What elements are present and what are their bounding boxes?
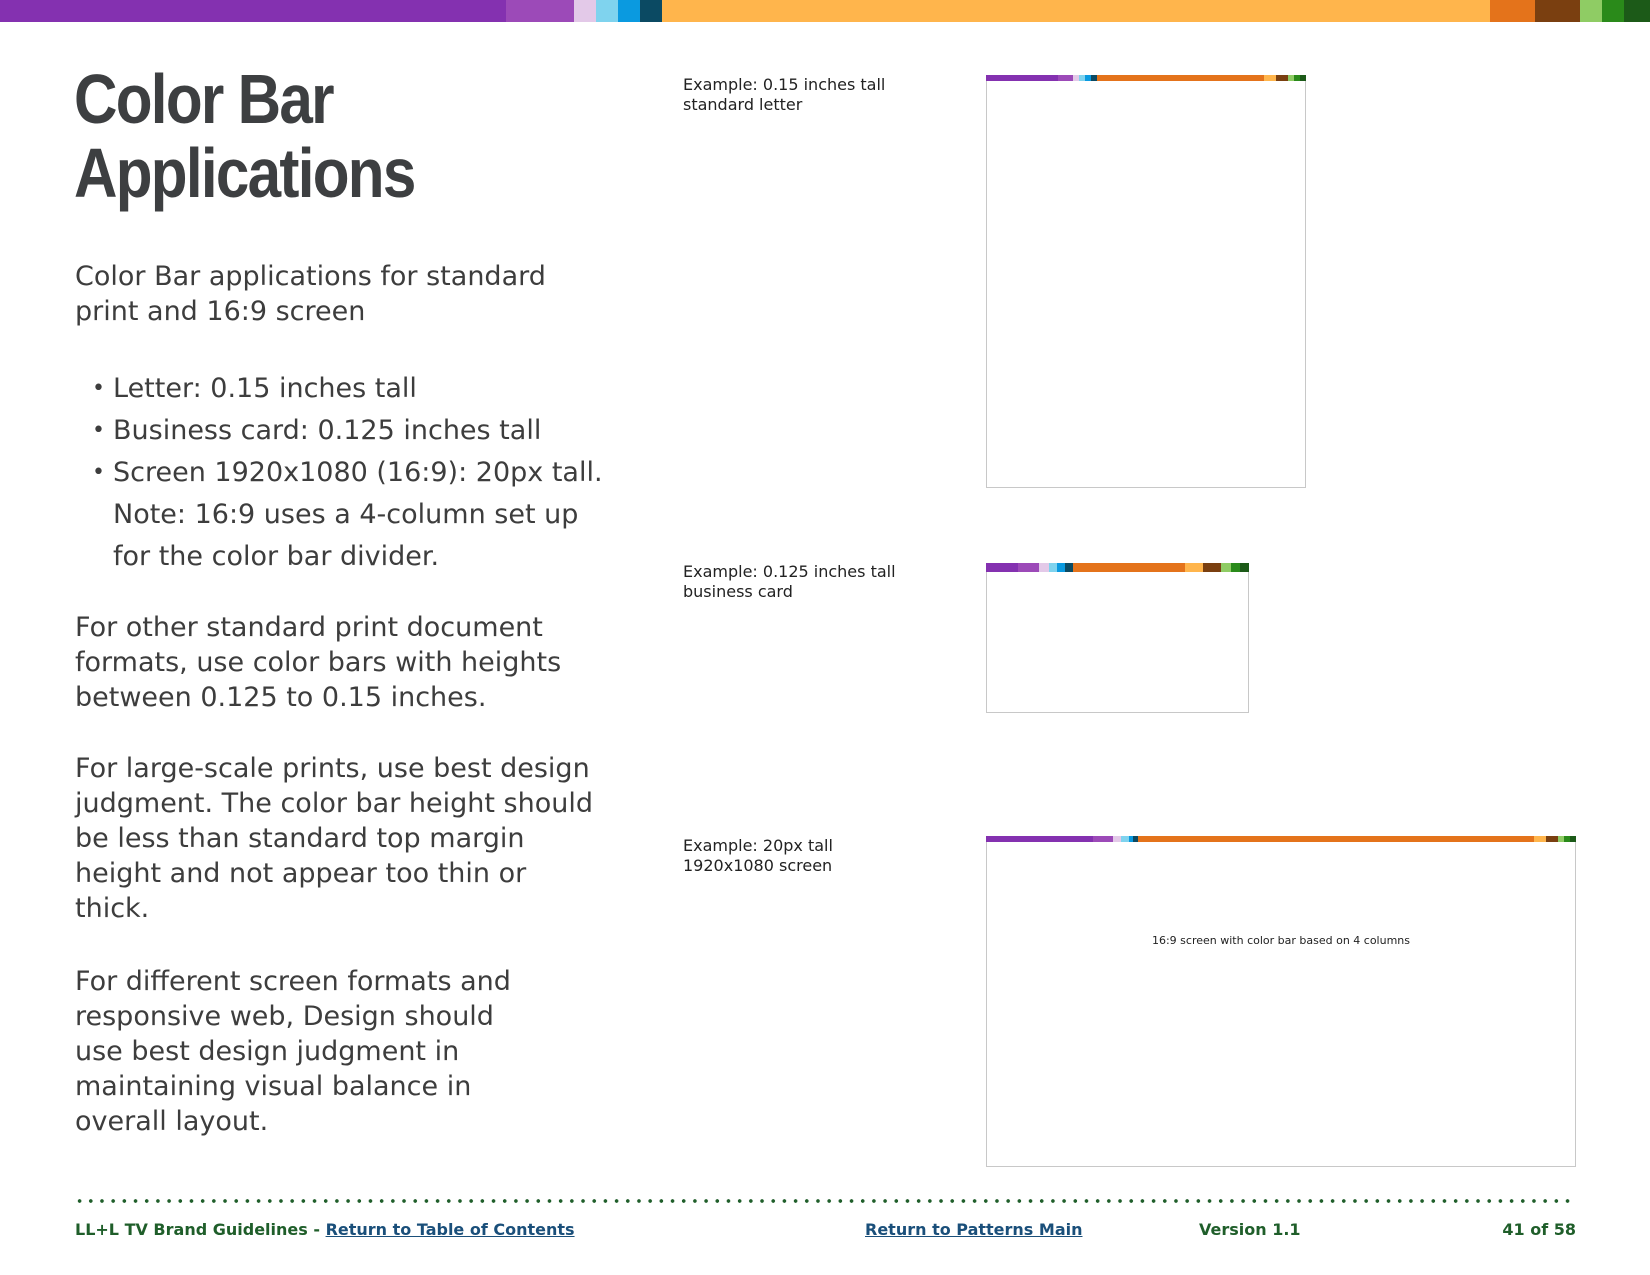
color-bar-segment <box>1049 563 1057 572</box>
card-color-bar <box>986 563 1249 572</box>
bullet-business-card: • Business card: 0.125 inches tall <box>88 410 608 452</box>
color-bar-segment <box>506 0 574 22</box>
color-bar-segment <box>640 0 662 22</box>
large-scale-paragraph: For large-scale prints, use best design judgment. The color bar height should be less than standard top margin height and not appear too thin or thick. <box>75 753 593 924</box>
top-color-bar <box>0 0 1650 22</box>
footer-brand <box>75 1220 575 1239</box>
color-bar-segment <box>1490 0 1535 22</box>
color-bar-segment <box>1057 563 1065 572</box>
color-bar-segment <box>1546 836 1558 842</box>
color-bar-segment <box>662 0 1490 22</box>
footer-divider <box>74 1199 1576 1203</box>
bullet-screen: • Screen 1920x1080 (16:9): 20px tall. Note: 16:9 uses a 4-column set up for the color bar divider. <box>88 452 608 578</box>
color-bar-segment <box>1276 75 1288 81</box>
color-bar-segment <box>1203 563 1221 572</box>
color-bar-segment <box>1097 75 1264 81</box>
color-bar-segment <box>1264 75 1276 81</box>
color-bar-segment <box>986 75 1058 81</box>
card-example-label: Example: 0.125 inches tall business card <box>683 562 896 601</box>
letter-color-bar <box>986 75 1306 81</box>
color-bar-segment <box>1185 563 1203 572</box>
bullet-letter: • Letter: 0.15 inches tall <box>88 368 608 410</box>
color-bar-segment <box>1300 75 1306 81</box>
color-bar-segment <box>1535 0 1580 22</box>
intro-text: Color Bar applications for standard print and 16:9 screen <box>75 261 546 327</box>
screen-caption: 16:9 screen with color bar based on 4 columns <box>1151 934 1411 947</box>
color-bar-segment <box>1580 0 1602 22</box>
color-bar-segment <box>1039 563 1049 572</box>
color-bar-segment <box>986 563 1018 572</box>
bullet-list <box>88 368 608 578</box>
color-bar-segment <box>1113 836 1121 842</box>
screen-example-frame <box>986 836 1576 1167</box>
color-bar-segment <box>574 0 596 22</box>
title-line-2: Applications <box>74 134 415 212</box>
color-bar-segment <box>1018 563 1038 572</box>
patterns-main-link[interactable]: Return to Patterns Main <box>865 1220 1083 1239</box>
color-bar-segment <box>1073 563 1185 572</box>
screen-formats-paragraph: For different screen formats and responsive web, Design should use best design judgment in maintaining visual balance in overall layout. <box>75 966 511 1137</box>
screen-example-label: Example: 20px tall 1920x1080 screen <box>683 836 833 875</box>
color-bar-segment <box>1231 563 1240 572</box>
color-bar-segment <box>1221 563 1230 572</box>
page-title <box>74 62 415 210</box>
print-formats-paragraph: For other standard print document formats, use color bars with heights between 0.125 to 0.15 inches. <box>75 612 562 713</box>
color-bar-segment <box>1121 836 1129 842</box>
color-bar-segment <box>596 0 618 22</box>
color-bar-segment <box>1065 563 1073 572</box>
color-bar-segment <box>1534 836 1546 842</box>
letter-example-label: Example: 0.15 inches tall standard letter <box>683 75 886 114</box>
color-bar-segment <box>1138 836 1534 842</box>
color-bar-segment <box>986 836 1093 842</box>
toc-link[interactable]: Return to Table of Contents <box>325 1220 575 1239</box>
color-bar-segment <box>1624 0 1650 22</box>
color-bar-segment <box>1570 836 1576 842</box>
letter-example-frame <box>986 75 1306 488</box>
footer-brand-text: LL+L TV Brand Guidelines - <box>75 1220 326 1239</box>
color-bar-segment <box>1240 563 1249 572</box>
color-bar-segment <box>0 0 506 22</box>
page-number: 41 of 58 <box>1502 1220 1576 1239</box>
color-bar-segment <box>618 0 640 22</box>
color-bar-segment <box>1058 75 1074 81</box>
card-example-frame <box>986 563 1249 713</box>
version-label: Version 1.1 <box>1199 1220 1301 1239</box>
color-bar-segment <box>1093 836 1113 842</box>
title-line-1: Color Bar <box>74 60 333 138</box>
screen-color-bar <box>986 836 1576 842</box>
color-bar-segment <box>1602 0 1624 22</box>
